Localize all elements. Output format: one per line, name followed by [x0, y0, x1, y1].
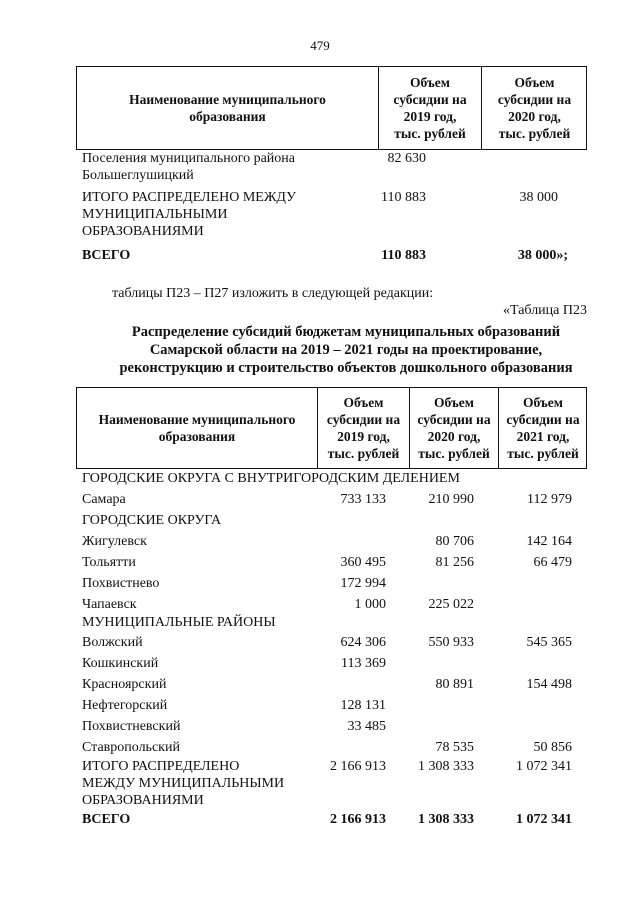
row-value-2020: 1 308 333 [418, 812, 474, 827]
row-value-2021: 50 856 [533, 740, 572, 755]
row-value-2020: 210 990 [428, 492, 474, 507]
row-value-2019: 2 166 913 [330, 812, 386, 827]
row-value-2019: 360 495 [340, 555, 386, 570]
row-value-2020: 1 308 333 [418, 759, 474, 774]
section-heading: ГОРОДСКИЕ ОКРУГА [82, 513, 222, 528]
table2-header-name: Наименование муниципального образования [98, 412, 296, 444]
row-name: Похвистневский [82, 719, 181, 734]
row-name: Нефтегорский [82, 698, 168, 713]
row-name: Ставропольский [82, 740, 180, 755]
row-value-2019: 733 133 [340, 492, 386, 507]
table-title: Распределение субсидий бюджетам муниципальных образований Самарской области на 2019 – 2021 годы на проектирование, реконструкцию и строительство объектов дошкольного образования [119, 324, 573, 376]
row-value-2021: 112 979 [527, 492, 572, 507]
row-value-2021: 545 365 [526, 635, 572, 650]
row-name: ИТОГО РАСПРЕДЕЛЕНО МЕЖДУ МУНИЦИПАЛЬНЫМИ ОБРАЗОВАНИЯМИ [82, 759, 285, 808]
table2-header-2020: Объем субсидии на 2020 год, тыс. рублей [417, 395, 491, 461]
row-name: ВСЕГО [82, 248, 131, 263]
row-value-2019: 110 883 [381, 248, 426, 263]
row-value-2020: 78 535 [435, 740, 474, 755]
row-value-2019: 172 994 [340, 576, 386, 591]
table2-header-2019: Объем субсидии на 2019 год, тыс. рублей [326, 395, 401, 461]
row-name: Чапаевск [82, 597, 137, 612]
row-name: Кошкинский [82, 656, 159, 671]
table2-header [76, 387, 587, 469]
row-value-2019: 128 131 [340, 698, 386, 713]
row-value-2021: 1 072 341 [516, 812, 572, 827]
row-name: ИТОГО РАСПРЕДЕЛЕНО МЕЖДУ МУНИЦИПАЛЬНЫМИ ОБРАЗОВАНИЯМИ [82, 190, 296, 239]
row-value-2021: 154 498 [526, 677, 572, 692]
row-value-2020: 550 933 [428, 635, 474, 650]
row-name: Красноярский [82, 677, 167, 692]
table-label: «Таблица П23 [503, 303, 587, 318]
row-value-2019: 113 369 [341, 656, 386, 671]
intro-text: таблицы П23 – П27 изложить в следующей редакции: [112, 286, 434, 301]
row-name: Поселения муниципального района Большеглушицкий [82, 151, 296, 183]
page-number: 479 [310, 38, 330, 53]
section-heading: ГОРОДСКИЕ ОКРУГА С ВНУТРИГОРОДСКИМ ДЕЛЕНИЕМ [82, 471, 460, 486]
row-value-2020: 225 022 [428, 597, 474, 612]
row-value-2021: 1 072 341 [516, 759, 572, 774]
row-value-2020: 38 000»; [517, 248, 568, 263]
row-name: Тольятти [82, 555, 136, 570]
table1-header-name: Наименование муниципального образования [129, 92, 326, 124]
table2-header-2021: Объем субсидии на 2021 год, тыс. рублей [506, 395, 580, 461]
row-value-2020: 81 256 [435, 555, 474, 570]
row-value-2020: 80 891 [435, 677, 474, 692]
row-value-2019: 82 630 [387, 151, 426, 166]
row-value-2019: 624 306 [340, 635, 386, 650]
row-name: Волжский [82, 635, 143, 650]
table1-header-2019: Объем субсидии на 2019 год, тыс. рублей [393, 75, 467, 141]
row-name: ВСЕГО [82, 812, 131, 827]
row-value-2020: 38 000 [519, 190, 558, 205]
row-value-2021: 66 479 [533, 555, 572, 570]
section-heading: МУНИЦИПАЛЬНЫЕ РАЙОНЫ [82, 615, 276, 630]
row-value-2021: 142 164 [526, 534, 572, 549]
table1-header-2020: Объем субсидии на 2020 год, тыс. рублей [497, 75, 572, 141]
row-value-2020: 80 706 [435, 534, 474, 549]
row-value-2019: 33 485 [347, 719, 386, 734]
row-value-2019: 110 883 [381, 190, 426, 205]
table1-header [76, 66, 587, 150]
row-name: Жигулевск [82, 534, 147, 549]
row-value-2019: 1 000 [354, 597, 386, 612]
row-name: Похвистнево [82, 576, 160, 591]
row-value-2019: 2 166 913 [330, 759, 386, 774]
row-name: Самара [82, 492, 126, 507]
